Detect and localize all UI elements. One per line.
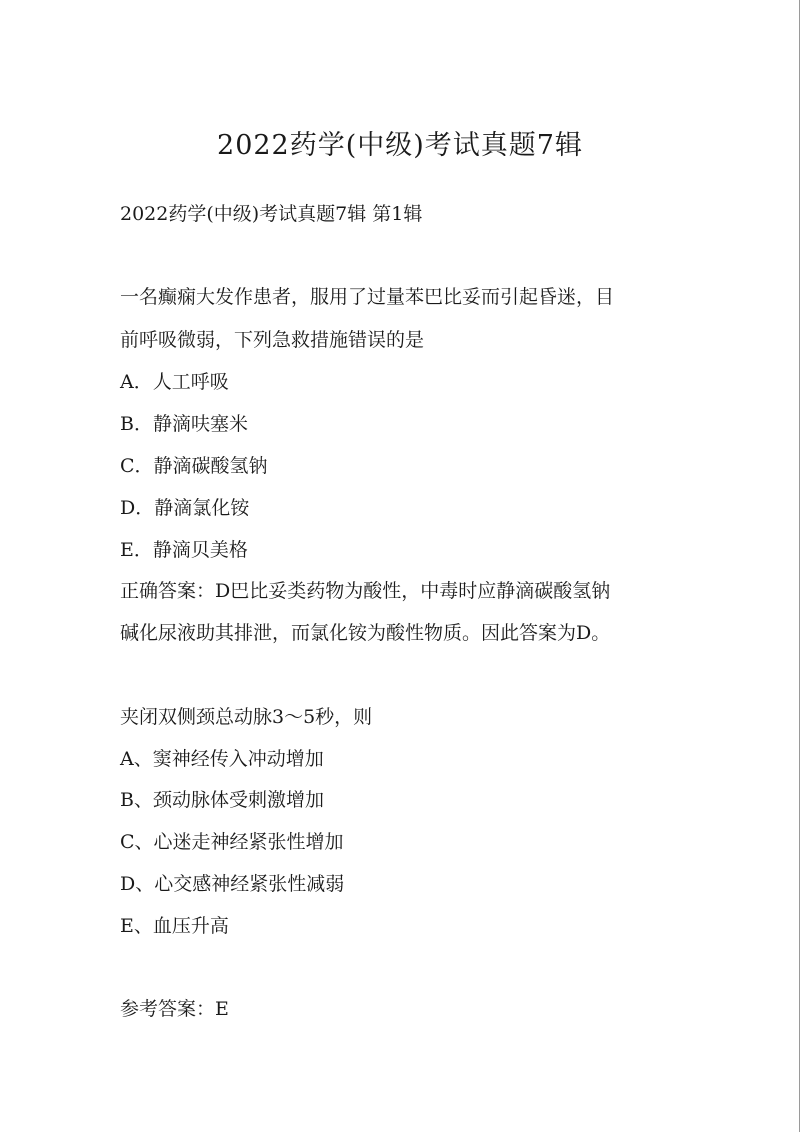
question-1-option-c: C．静滴碳酸氢钠: [120, 455, 268, 477]
question-2-answer: 参考答案：E: [120, 998, 229, 1020]
document-subtitle: 2022药学(中级)考试真题7辑 第1辑: [120, 203, 423, 225]
question-1-stem-line-1: 一名癫痫大发作患者，服用了过量苯巴比妥而引起昏迷，目: [120, 286, 615, 308]
question-2-stem: 夹闭双侧颈总动脉3～5秒，则: [120, 706, 373, 728]
document-title: 2022药学(中级)考试真题7辑: [217, 130, 583, 161]
question-1-answer-line-2: 碱化尿液助其排泄，而氯化铵为酸性物质。因此答案为D。: [120, 622, 611, 644]
question-2-option-b: B、颈动脉体受刺激增加: [120, 789, 324, 811]
question-1-option-a: A．人工呼吸: [120, 371, 229, 393]
question-1-stem-line-2: 前呼吸微弱，下列急救措施错误的是: [120, 329, 425, 351]
question-1-answer-line-1: 正确答案：D巴比妥类药物为酸性，中毒时应静滴碳酸氢钠: [120, 580, 611, 602]
question-2-option-d: D、心交感神经紧张性减弱: [120, 873, 345, 895]
question-1-option-b: B．静滴呋塞米: [120, 413, 248, 435]
question-2-option-a: A、窦神经传入冲动增加: [120, 748, 324, 770]
question-2-option-e: E、血压升高: [120, 915, 229, 937]
question-2-option-c: C、心迷走神经紧张性增加: [120, 831, 344, 853]
question-1-option-e: E．静滴贝美格: [120, 539, 248, 561]
question-1-option-d: D．静滴氯化铵: [120, 497, 250, 519]
